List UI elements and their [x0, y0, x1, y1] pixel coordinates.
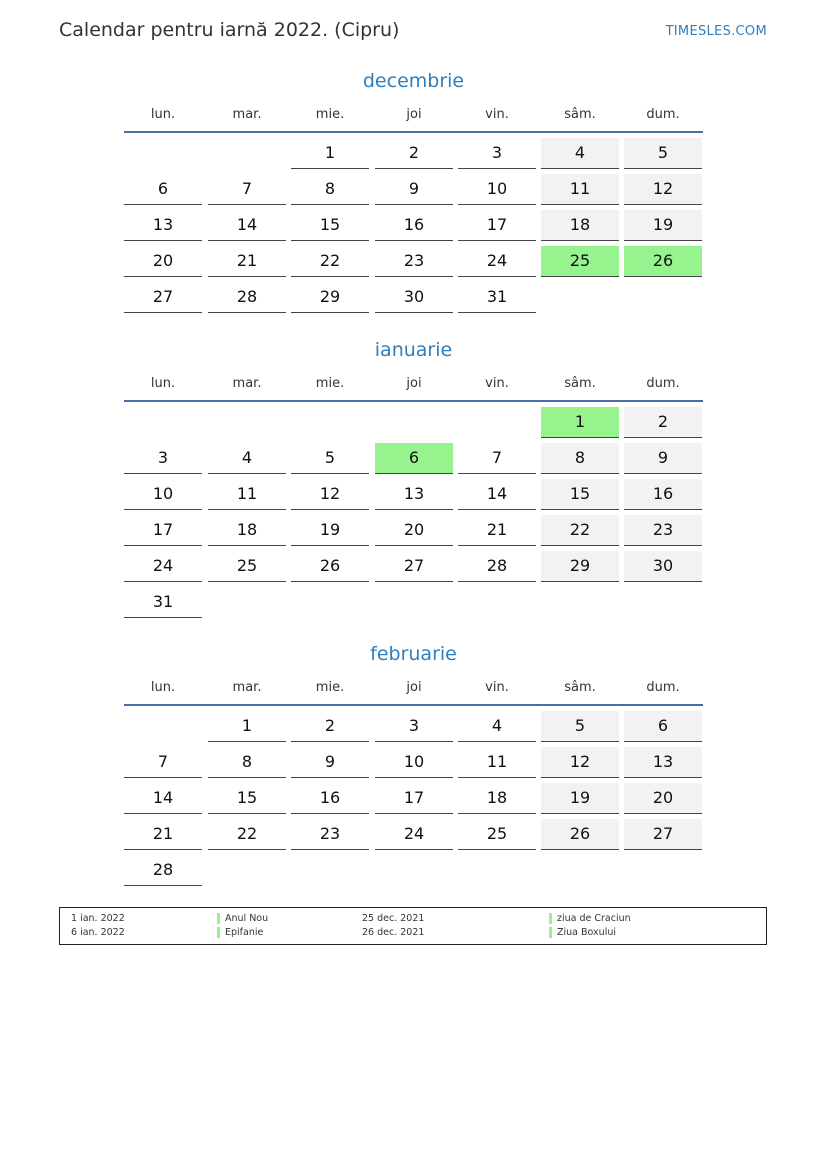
holiday-marker [217, 913, 220, 924]
holiday-day-cell: 25 [541, 246, 619, 277]
day-cell: 24 [458, 246, 536, 277]
day-cell: 9 [291, 747, 369, 778]
weekday-label: lun. [150, 107, 176, 122]
legend-date: 25 dec. 2021 [362, 913, 425, 924]
day-cell: 16 [291, 783, 369, 814]
header-rule [124, 704, 703, 706]
holiday-day-cell: 26 [624, 246, 702, 277]
day-cell: 5 [541, 711, 619, 742]
day-cell: 23 [291, 819, 369, 850]
day-cell: 31 [458, 282, 536, 313]
day-cell: 1 [208, 711, 286, 742]
day-cell: 7 [124, 747, 202, 778]
weekday-header [124, 376, 703, 396]
weekday-label: vin. [485, 107, 509, 122]
day-cell: 28 [124, 855, 202, 886]
day-cell: 28 [208, 282, 286, 313]
weekday-header [124, 680, 703, 700]
day-cell: 11 [541, 174, 619, 205]
weekday-label: mie. [315, 376, 345, 391]
legend-name: Anul Nou [225, 913, 269, 924]
day-cell: 11 [208, 479, 286, 510]
day-cell: 19 [541, 783, 619, 814]
holiday-day-cell: 1 [541, 407, 619, 438]
weekday-label: mie. [315, 107, 345, 122]
day-cell: 17 [375, 783, 453, 814]
weekday-label: sâm. [564, 376, 596, 391]
day-cell: 28 [458, 551, 536, 582]
day-cell: 21 [458, 515, 536, 546]
weekday-label: vin. [485, 680, 509, 695]
day-cell: 15 [291, 210, 369, 241]
day-cell: 2 [291, 711, 369, 742]
day-cell: 13 [124, 210, 202, 241]
day-cell: 27 [375, 551, 453, 582]
day-cell: 8 [208, 747, 286, 778]
day-cell: 3 [458, 138, 536, 169]
day-cell: 20 [624, 783, 702, 814]
day-cell: 22 [541, 515, 619, 546]
day-cell: 25 [208, 551, 286, 582]
day-cell: 10 [458, 174, 536, 205]
day-cell: 21 [124, 819, 202, 850]
holiday-marker [217, 927, 220, 938]
day-cell: 21 [208, 246, 286, 277]
day-cell: 16 [375, 210, 453, 241]
legend-name: ziua de Craciun [557, 913, 631, 924]
day-cell: 25 [458, 819, 536, 850]
day-cell: 26 [291, 551, 369, 582]
day-cell: 22 [291, 246, 369, 277]
day-cell: 14 [208, 210, 286, 241]
legend-date: 26 dec. 2021 [362, 927, 425, 938]
header-rule [124, 131, 703, 133]
weekday-label: vin. [485, 376, 509, 391]
day-cell: 30 [375, 282, 453, 313]
day-cell: 24 [124, 551, 202, 582]
weekday-header [124, 107, 703, 127]
day-cell: 27 [624, 819, 702, 850]
day-cell: 15 [208, 783, 286, 814]
day-cell: 6 [624, 711, 702, 742]
weekday-label: mar. [232, 376, 262, 391]
day-cell: 1 [291, 138, 369, 169]
day-cell: 9 [624, 443, 702, 474]
day-cell: 2 [624, 407, 702, 438]
day-cell: 15 [541, 479, 619, 510]
legend-date: 6 ian. 2022 [71, 927, 125, 938]
day-cell: 19 [291, 515, 369, 546]
day-cell: 10 [375, 747, 453, 778]
day-cell: 4 [208, 443, 286, 474]
month-name: ianuarie [374, 339, 453, 361]
day-cell: 26 [541, 819, 619, 850]
day-cell: 12 [541, 747, 619, 778]
day-cell: 12 [291, 479, 369, 510]
day-cell: 29 [541, 551, 619, 582]
day-cell: 8 [291, 174, 369, 205]
month-name: decembrie [362, 70, 465, 92]
day-cell: 20 [124, 246, 202, 277]
holiday-marker [549, 913, 552, 924]
holiday-day-cell: 6 [375, 443, 453, 474]
day-cell: 10 [124, 479, 202, 510]
day-cell: 5 [291, 443, 369, 474]
legend-name: Ziua Boxului [557, 927, 616, 938]
weekday-label: sâm. [564, 107, 596, 122]
weekday-label: mie. [315, 680, 345, 695]
weekday-label: joi [406, 376, 422, 391]
day-cell: 4 [541, 138, 619, 169]
day-cell: 18 [458, 783, 536, 814]
weekday-label: mar. [232, 107, 262, 122]
weekday-label: joi [406, 680, 422, 695]
weekday-label: lun. [150, 376, 176, 391]
day-cell: 24 [375, 819, 453, 850]
day-cell: 14 [458, 479, 536, 510]
day-cell: 23 [624, 515, 702, 546]
day-cell: 18 [208, 515, 286, 546]
day-cell: 3 [124, 443, 202, 474]
weekday-label: dum. [646, 680, 680, 695]
day-cell: 4 [458, 711, 536, 742]
weekday-label: dum. [646, 107, 680, 122]
day-cell: 31 [124, 587, 202, 618]
holiday-legend [59, 907, 767, 945]
day-cell: 13 [375, 479, 453, 510]
day-cell: 9 [375, 174, 453, 205]
day-cell: 20 [375, 515, 453, 546]
day-cell: 16 [624, 479, 702, 510]
page-title: Calendar pentru iarnă 2022. (Cipru) [59, 19, 400, 41]
day-cell: 7 [208, 174, 286, 205]
holiday-marker [549, 927, 552, 938]
day-cell: 19 [624, 210, 702, 241]
day-cell: 18 [541, 210, 619, 241]
day-cell: 12 [624, 174, 702, 205]
day-cell: 7 [458, 443, 536, 474]
weekday-label: joi [406, 107, 422, 122]
day-cell: 17 [458, 210, 536, 241]
day-cell: 2 [375, 138, 453, 169]
day-cell: 11 [458, 747, 536, 778]
day-cell: 17 [124, 515, 202, 546]
month-name: februarie [370, 643, 457, 665]
day-cell: 22 [208, 819, 286, 850]
legend-name: Epifanie [225, 927, 264, 938]
site-link[interactable]: TIMESLES.COM [665, 24, 767, 39]
day-cell: 6 [124, 174, 202, 205]
weekday-label: lun. [150, 680, 176, 695]
weekday-label: dum. [646, 376, 680, 391]
day-cell: 8 [541, 443, 619, 474]
day-cell: 13 [624, 747, 702, 778]
day-cell: 3 [375, 711, 453, 742]
day-cell: 29 [291, 282, 369, 313]
day-cell: 5 [624, 138, 702, 169]
day-cell: 27 [124, 282, 202, 313]
header-rule [124, 400, 703, 402]
weekday-label: sâm. [564, 680, 596, 695]
day-cell: 23 [375, 246, 453, 277]
day-cell: 14 [124, 783, 202, 814]
weekday-label: mar. [232, 680, 262, 695]
legend-date: 1 ian. 2022 [71, 913, 125, 924]
day-cell: 30 [624, 551, 702, 582]
